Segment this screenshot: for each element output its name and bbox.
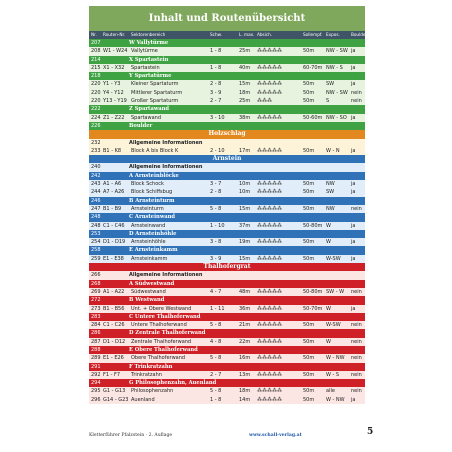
table-row bbox=[89, 205, 365, 213]
section-row bbox=[89, 263, 365, 271]
rope-recommendation: 50m bbox=[303, 147, 315, 154]
difficulty: 5 - 8 bbox=[210, 322, 222, 329]
section-name: D Arnsteinhöhle bbox=[129, 230, 177, 237]
section-name: A Arnsteinblöcke bbox=[129, 172, 179, 179]
section-row bbox=[89, 105, 365, 113]
table-row bbox=[89, 114, 365, 122]
rope-recommendation: 50m bbox=[303, 255, 315, 262]
page-ref: 214 bbox=[91, 56, 101, 63]
table-row bbox=[89, 387, 365, 395]
route-range: Z1 - Z22 bbox=[103, 114, 125, 121]
rope-recommendation: 50m bbox=[303, 81, 315, 88]
protection-rating: ⁂⁂⁂⁂⁂ bbox=[257, 147, 282, 154]
difficulty: 2 - 7 bbox=[210, 98, 222, 105]
page-footer bbox=[89, 431, 379, 443]
page-ref: 244 bbox=[91, 189, 101, 196]
rope-recommendation: 50m bbox=[303, 355, 315, 362]
rope-recommendation: 50m bbox=[303, 98, 315, 105]
max-length: 15m bbox=[239, 255, 251, 262]
page-ref: 273 bbox=[91, 305, 101, 312]
info-label: Allgemeine Informationen bbox=[129, 164, 203, 171]
section-row bbox=[89, 246, 365, 254]
page-ref: 254 bbox=[91, 239, 101, 246]
sector-name: Unt. + Obere Westwand bbox=[131, 305, 192, 312]
difficulty: 4 - 8 bbox=[210, 338, 222, 345]
section-name: E Arnsteinkamm bbox=[129, 247, 178, 254]
difficulty: 5 - 8 bbox=[210, 388, 222, 395]
exposure: SW bbox=[326, 81, 335, 88]
page-ref: 292 bbox=[91, 371, 101, 378]
info-row bbox=[89, 139, 365, 147]
difficulty: 1 - 8 bbox=[210, 396, 222, 403]
page-title: Inhalt und Routenübersicht bbox=[89, 6, 365, 31]
page-ref: 248 bbox=[91, 222, 101, 229]
route-range: X1 - X32 bbox=[103, 64, 125, 71]
section-row bbox=[89, 213, 365, 221]
page-ref: 258 bbox=[91, 247, 101, 254]
exposure: alle bbox=[326, 388, 335, 395]
section-row bbox=[89, 313, 365, 321]
route-range: A7 - A26 bbox=[103, 189, 125, 196]
section-name: A Südwestwand bbox=[129, 280, 175, 287]
rope-recommendation: 50m bbox=[303, 371, 315, 378]
footer-guide-title: Kletterführer Pfalzstein · 2. Auflage bbox=[89, 433, 173, 438]
section-name: X Spartastein bbox=[129, 56, 169, 63]
sector-name: Arnsteinturm bbox=[131, 205, 164, 212]
exposure: W bbox=[326, 338, 331, 345]
table-row bbox=[89, 97, 365, 105]
exposure: W bbox=[326, 222, 331, 229]
route-table bbox=[89, 39, 365, 404]
protection-rating: ⁂⁂⁂⁂⁂ bbox=[257, 288, 282, 295]
exposure: W bbox=[326, 239, 331, 246]
page-ref: 224 bbox=[91, 114, 101, 121]
section-row bbox=[89, 296, 365, 304]
exposure: W bbox=[326, 305, 331, 312]
section-row bbox=[89, 329, 365, 337]
max-length: 17m bbox=[239, 147, 251, 154]
route-range: C1 - C46 bbox=[103, 222, 125, 229]
protection-rating: ⁂⁂⁂⁂⁂ bbox=[257, 114, 282, 121]
route-range: B1 - B56 bbox=[103, 305, 125, 312]
header-nr: Nr. bbox=[91, 32, 97, 37]
exposure: NW bbox=[326, 181, 335, 188]
exposure: S bbox=[326, 98, 330, 105]
route-range: A1 - A6 bbox=[103, 181, 122, 188]
info-label: Allgemeine Informationen bbox=[129, 139, 203, 146]
protection-rating: ⁂⁂⁂⁂⁂ bbox=[257, 322, 282, 329]
section-row bbox=[89, 39, 365, 47]
difficulty: 3 - 8 bbox=[210, 239, 222, 246]
page-number: 5 bbox=[367, 427, 374, 437]
table-row bbox=[89, 305, 365, 313]
boulder-flag: ja bbox=[351, 222, 356, 229]
section-row bbox=[89, 197, 365, 205]
header-max-length: L. max. bbox=[239, 32, 255, 37]
difficulty: 1 - 8 bbox=[210, 48, 222, 55]
exposure: NW - SW bbox=[326, 48, 348, 55]
section-name: Y Spartatürme bbox=[129, 73, 172, 80]
page-ref: 294 bbox=[91, 380, 101, 387]
sector-name: Zentrale Thalhoferwand bbox=[131, 338, 192, 345]
difficulty: 5 - 8 bbox=[210, 205, 222, 212]
table-row bbox=[89, 64, 365, 72]
protection-rating: ⁂⁂⁂⁂⁂ bbox=[257, 222, 282, 229]
route-range: G14 - G23 bbox=[103, 396, 129, 403]
page-ref: 233 bbox=[91, 147, 101, 154]
route-range: G1 - G13 bbox=[103, 388, 126, 395]
page-ref: 218 bbox=[91, 73, 101, 80]
rope-recommendation: 50m bbox=[303, 189, 315, 196]
protection-rating: ⁂⁂⁂⁂⁂ bbox=[257, 239, 282, 246]
max-length: 18m bbox=[239, 388, 251, 395]
page-ref: 291 bbox=[91, 363, 101, 370]
max-length: 16m bbox=[239, 355, 251, 362]
header-sector: Sektorenbereich bbox=[131, 32, 166, 37]
boulder-flag: nein bbox=[351, 371, 362, 378]
route-range: W1 - W24 bbox=[103, 48, 128, 55]
sector-name: Großer Spartaturm bbox=[131, 98, 179, 105]
protection-rating: ⁂⁂⁂⁂⁂ bbox=[257, 89, 282, 96]
protection-rating: ⁂⁂⁂⁂⁂ bbox=[257, 305, 282, 312]
table-row bbox=[89, 371, 365, 379]
page-ref: 295 bbox=[91, 388, 101, 395]
boulder-flag: ja bbox=[351, 396, 356, 403]
exposure: NW - S bbox=[326, 64, 343, 71]
rope-recommendation: 50-60m bbox=[303, 114, 323, 121]
info-row bbox=[89, 163, 365, 171]
boulder-flag: nein bbox=[351, 89, 362, 96]
section-row bbox=[89, 379, 365, 387]
header-protection: Absich. bbox=[257, 32, 273, 37]
protection-rating: ⁂⁂⁂⁂⁂ bbox=[257, 205, 282, 212]
rope-recommendation: 50m bbox=[303, 396, 315, 403]
rope-recommendation: 50m bbox=[303, 205, 315, 212]
header-boulder: Boulder bbox=[351, 32, 368, 37]
difficulty: 2 - 8 bbox=[210, 189, 222, 196]
rope-recommendation: 50m bbox=[303, 239, 315, 246]
section-row bbox=[89, 346, 365, 354]
page-ref: 222 bbox=[91, 106, 101, 113]
page-ref: 296 bbox=[91, 396, 101, 403]
sector-name: Südwestwand bbox=[131, 288, 166, 295]
table-header bbox=[89, 31, 368, 39]
boulder-flag: ja bbox=[351, 147, 356, 154]
max-length: 19m bbox=[239, 239, 251, 246]
difficulty: 2 - 10 bbox=[210, 147, 225, 154]
header-exposure: Expos. bbox=[326, 32, 340, 37]
page-ref: 220 bbox=[91, 98, 101, 105]
boulder-flag: nein bbox=[351, 388, 362, 395]
exposure: NW bbox=[326, 205, 335, 212]
boulder-flag: ja bbox=[351, 239, 356, 246]
boulder-flag: ja bbox=[351, 64, 356, 71]
route-range: Y1 - Y3 bbox=[103, 81, 121, 88]
max-length: 15m bbox=[239, 81, 251, 88]
page-ref: 240 bbox=[91, 164, 101, 171]
max-length: 10m bbox=[239, 189, 251, 196]
route-range: Y4 - Y12 bbox=[103, 89, 124, 96]
max-length: 25m bbox=[239, 48, 251, 55]
difficulty: 4 - 7 bbox=[210, 288, 222, 295]
protection-rating: ⁂⁂⁂ bbox=[257, 98, 272, 105]
difficulty: 1 - 10 bbox=[210, 222, 225, 229]
section-name: Boulder bbox=[129, 122, 153, 129]
page-ref: 220 bbox=[91, 81, 101, 88]
sector-name: Spartastein bbox=[131, 64, 160, 71]
protection-rating: ⁂⁂⁂⁂⁂ bbox=[257, 338, 282, 345]
rope-recommendation: 50m bbox=[303, 338, 315, 345]
section-name: B Arnsteinturm bbox=[129, 197, 175, 204]
boulder-flag: ja bbox=[351, 255, 356, 262]
area-title: Holzschlag bbox=[208, 130, 246, 138]
max-length: 10m bbox=[239, 181, 251, 188]
exposure: W-SW bbox=[326, 255, 341, 262]
page-ref: 226 bbox=[91, 122, 101, 129]
max-length: 37m bbox=[239, 222, 251, 229]
max-length: 48m bbox=[239, 288, 251, 295]
protection-rating: ⁂⁂⁂⁂⁂ bbox=[257, 189, 282, 196]
page-ref: 272 bbox=[91, 297, 101, 304]
protection-rating: ⁂⁂⁂⁂⁂ bbox=[257, 396, 282, 403]
rope-recommendation: 50m bbox=[303, 181, 315, 188]
page-ref: 283 bbox=[91, 313, 101, 320]
difficulty: 3 - 9 bbox=[210, 255, 222, 262]
route-range: Y13 - Y19 bbox=[103, 98, 127, 105]
page-ref: 247 bbox=[91, 205, 101, 212]
protection-rating: ⁂⁂⁂⁂⁂ bbox=[257, 48, 282, 55]
table-row bbox=[89, 238, 365, 246]
max-length: 38m bbox=[239, 114, 251, 121]
table-row bbox=[89, 255, 365, 263]
route-range: A1 - A22 bbox=[103, 288, 125, 295]
table-row bbox=[89, 321, 365, 329]
page-ref: 208 bbox=[91, 48, 101, 55]
rope-recommendation: 60-70m bbox=[303, 64, 323, 71]
section-name: W Vallytürme bbox=[129, 40, 169, 46]
max-length: 18m bbox=[239, 89, 251, 96]
difficulty: 5 - 8 bbox=[210, 355, 222, 362]
boulder-flag: ja bbox=[351, 114, 356, 121]
exposure: SW - W bbox=[326, 288, 345, 295]
boulder-flag: nein bbox=[351, 322, 362, 329]
section-name: G Philosophenzahn, Auenland bbox=[129, 380, 217, 387]
table-row bbox=[89, 180, 365, 188]
section-row bbox=[89, 230, 365, 238]
area-title: Thalhofergrat bbox=[203, 263, 251, 271]
max-length: 36m bbox=[239, 305, 251, 312]
page-ref: 269 bbox=[91, 288, 101, 295]
header-route-nr: Routen-Nr. bbox=[103, 32, 126, 37]
route-range: C1 - C26 bbox=[103, 322, 125, 329]
sector-name: Block A bis Block K bbox=[131, 147, 179, 154]
difficulty: 1 - 11 bbox=[210, 305, 225, 312]
difficulty: 3 - 9 bbox=[210, 89, 222, 96]
sector-name: Untere Thalhoferwand bbox=[131, 322, 187, 329]
sector-name: Auenland bbox=[131, 396, 155, 403]
boulder-flag: nein bbox=[351, 98, 362, 105]
rope-recommendation: 50m bbox=[303, 48, 315, 55]
page-ref: 289 bbox=[91, 355, 101, 362]
table-row bbox=[89, 354, 365, 362]
page-ref: 259 bbox=[91, 255, 101, 262]
max-length: 40m bbox=[239, 64, 251, 71]
difficulty: 1 - 8 bbox=[210, 64, 222, 71]
rope-recommendation: 50-80m bbox=[303, 288, 323, 295]
route-range: D1 - D12 bbox=[103, 338, 126, 345]
sector-name: Block Schiffsbug bbox=[131, 189, 173, 196]
boulder-flag: ja bbox=[351, 181, 356, 188]
header-difficulty: Schw. bbox=[210, 32, 222, 37]
protection-rating: ⁂⁂⁂⁂⁂ bbox=[257, 255, 282, 262]
protection-rating: ⁂⁂⁂⁂⁂ bbox=[257, 388, 282, 395]
sector-name: Philosophenzahn bbox=[131, 388, 174, 395]
exposure: W - NW bbox=[326, 396, 345, 403]
page-ref: 288 bbox=[91, 346, 101, 353]
boulder-flag: ja bbox=[351, 81, 356, 88]
info-label: Allgemeine Informationen bbox=[129, 272, 203, 279]
section-row bbox=[89, 363, 365, 371]
section-name: F Trinkratzahn bbox=[129, 363, 173, 370]
boulder-flag: ja bbox=[351, 48, 356, 55]
section-row bbox=[89, 280, 365, 288]
exposure: SW bbox=[326, 189, 335, 196]
sector-name: Obere Thalhoferwand bbox=[131, 355, 186, 362]
max-length: 25m bbox=[239, 98, 251, 105]
page-ref: 268 bbox=[91, 280, 101, 287]
sector-name: Vallytürme bbox=[131, 48, 158, 55]
table-row bbox=[89, 47, 365, 55]
section-row bbox=[89, 56, 365, 64]
table-row bbox=[89, 188, 365, 196]
route-range: B1 - B9 bbox=[103, 205, 122, 212]
table-row bbox=[89, 338, 365, 346]
max-length: 22m bbox=[239, 338, 251, 345]
protection-rating: ⁂⁂⁂⁂⁂ bbox=[257, 181, 282, 188]
difficulty: 3 - 7 bbox=[210, 181, 222, 188]
sector-name: Arnsteinkamm bbox=[131, 255, 168, 262]
page-ref: 242 bbox=[91, 172, 101, 179]
sector-name: Block Schock bbox=[131, 181, 164, 188]
boulder-flag: nein bbox=[351, 355, 362, 362]
section-name: C Arnsteinwand bbox=[129, 214, 176, 221]
page-ref: 215 bbox=[91, 64, 101, 71]
section-name: D Zentrale Thalhoferwand bbox=[129, 330, 206, 337]
page-ref: 207 bbox=[91, 40, 101, 46]
exposure: W - N bbox=[326, 147, 340, 154]
section-name: B Westwand bbox=[129, 297, 165, 304]
page-ref: 220 bbox=[91, 89, 101, 96]
exposure: W - S bbox=[326, 371, 340, 378]
difficulty: 2 - 8 bbox=[210, 81, 222, 88]
section-name: Z Spartawand bbox=[129, 106, 170, 113]
difficulty: 2 - 7 bbox=[210, 371, 222, 378]
page-ref: 286 bbox=[91, 330, 101, 337]
rope-recommendation: 50-80m bbox=[303, 222, 323, 229]
rope-recommendation: 50m bbox=[303, 322, 315, 329]
page-ref: 287 bbox=[91, 338, 101, 345]
route-range: E1 - E38 bbox=[103, 255, 124, 262]
boulder-flag: nein bbox=[351, 288, 362, 295]
page-ref: 243 bbox=[91, 181, 101, 188]
sector-name: Kleiner Spartaturm bbox=[131, 81, 179, 88]
footer-publisher-link[interactable]: www.schall-verlag.at bbox=[249, 433, 302, 438]
section-row bbox=[89, 172, 365, 180]
max-length: 14m bbox=[239, 396, 251, 403]
section-name: E Obere Thalhoferwand bbox=[129, 346, 198, 353]
boulder-flag: nein bbox=[351, 205, 362, 212]
sector-name: Mittlerer Spartaturm bbox=[131, 89, 183, 96]
rope-recommendation: 50m bbox=[303, 89, 315, 96]
table-row bbox=[89, 80, 365, 88]
route-range: B1 - K8 bbox=[103, 147, 122, 154]
route-range: D1 - D19 bbox=[103, 239, 126, 246]
page-ref: 266 bbox=[91, 272, 101, 279]
exposure: NW - SO bbox=[326, 114, 347, 121]
protection-rating: ⁂⁂⁂⁂⁂ bbox=[257, 371, 282, 378]
sector-name: Trinkratzahn bbox=[131, 371, 162, 378]
sector-name: Arnsteinwand bbox=[131, 222, 166, 229]
rope-recommendation: 50-70m bbox=[303, 305, 323, 312]
protection-rating: ⁂⁂⁂⁂⁂ bbox=[257, 81, 282, 88]
protection-rating: ⁂⁂⁂⁂⁂ bbox=[257, 355, 282, 362]
exposure: NW - SW bbox=[326, 89, 348, 96]
section-row bbox=[89, 155, 365, 163]
max-length: 21m bbox=[239, 322, 251, 329]
boulder-flag: ja bbox=[351, 189, 356, 196]
section-name: C Untere Thalhoferwand bbox=[129, 313, 201, 320]
table-row bbox=[89, 89, 365, 97]
difficulty: 3 - 10 bbox=[210, 114, 225, 121]
table-row bbox=[89, 147, 365, 155]
boulder-flag: nein bbox=[351, 338, 362, 345]
route-range: E1 - E26 bbox=[103, 355, 124, 362]
page-ref: 248 bbox=[91, 214, 101, 221]
protection-rating: ⁂⁂⁂⁂⁂ bbox=[257, 64, 282, 71]
exposure: W - NW bbox=[326, 355, 345, 362]
page-ref: 253 bbox=[91, 230, 101, 237]
section-row bbox=[89, 72, 365, 80]
page-ref: 232 bbox=[91, 139, 101, 146]
sector-name: Spartawand bbox=[131, 114, 161, 121]
max-length: 15m bbox=[239, 205, 251, 212]
table-row bbox=[89, 396, 365, 404]
table-row bbox=[89, 222, 365, 230]
section-row bbox=[89, 130, 365, 138]
rope-recommendation: 50m bbox=[303, 388, 315, 395]
page-ref: 246 bbox=[91, 197, 101, 204]
page-ref: 284 bbox=[91, 322, 101, 329]
route-range: F1 - F7 bbox=[103, 371, 121, 378]
info-row bbox=[89, 271, 365, 279]
table-row bbox=[89, 288, 365, 296]
sector-name: Arnsteinhöhle bbox=[131, 239, 166, 246]
max-length: 13m bbox=[239, 371, 251, 378]
header-rope-recommendation: Sollempf. bbox=[303, 32, 323, 37]
boulder-flag: ja bbox=[351, 305, 356, 312]
exposure: W-SW bbox=[326, 322, 341, 329]
area-title: Arnstein bbox=[212, 155, 242, 163]
section-row bbox=[89, 122, 365, 130]
